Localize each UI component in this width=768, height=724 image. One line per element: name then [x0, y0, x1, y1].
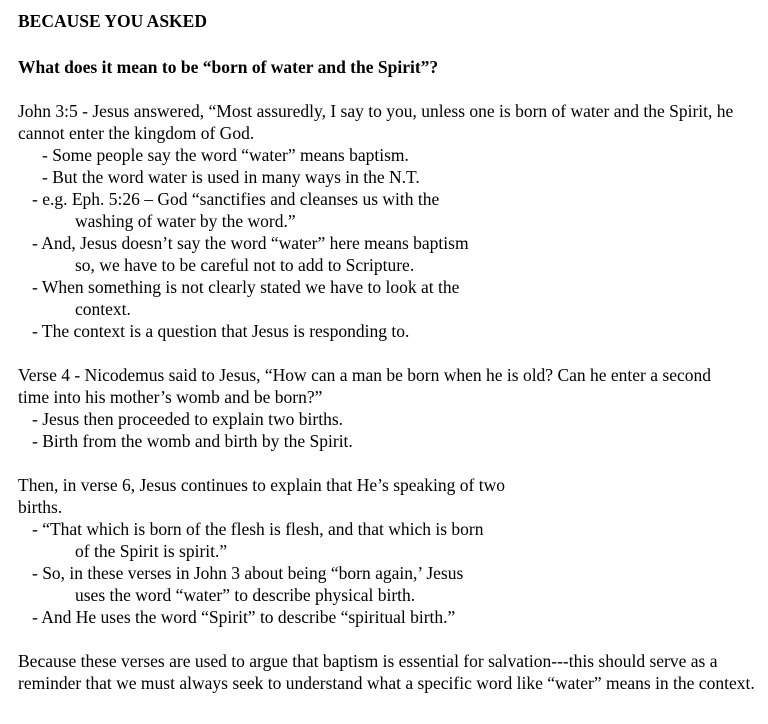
bullet-line: - So, in these verses in John 3 about being “born again,’ Jesus	[32, 563, 464, 583]
bullet-line: - The context is a question that Jesus is responding to.	[32, 321, 410, 341]
bullet-continuation: context.	[75, 299, 131, 319]
question-title: What does it mean to be “born of water and the Spirit”?	[18, 57, 439, 77]
bullet-continuation: so, we have to be careful not to add to Scripture.	[75, 255, 415, 275]
bullet-line: - “That which is born of the flesh is flesh, and that which is born	[32, 519, 484, 539]
bullet-line: - When something is not clearly stated we have to look at the	[32, 277, 460, 297]
conclusion-paragraph: Because these verses are used to argue that baptism is essential for salvation---this should serve as a reminder that we must always seek to understand what a specific word like “water” means in the context.	[18, 651, 755, 693]
verse-6-paragraph: Then, in verse 6, Jesus continues to explain that He’s speaking of two births.	[18, 475, 505, 517]
document-page	[18, 10, 763, 694]
bullet-line: - And, Jesus doesn’t say the word “water” here means baptism	[32, 233, 469, 253]
bullet-line: - But the word water is used in many ways in the N.T.	[42, 167, 420, 187]
bullet-line: - Some people say the word “water” means baptism.	[42, 145, 409, 165]
bullet-line: - Birth from the womb and birth by the Spirit.	[32, 431, 353, 451]
bullet-continuation: of the Spirit is spirit.”	[75, 541, 228, 561]
bullet-continuation: uses the word “water” to describe physical birth.	[75, 585, 416, 605]
bullet-line: - e.g. Eph. 5:26 – God “sanctifies and cleanses us with the	[32, 189, 440, 209]
john-3-5-paragraph: John 3:5 - Jesus answered, “Most assuredly, I say to you, unless one is born of water and the Spirit, he cannot enter the kingdom of God.	[18, 101, 734, 143]
bullet-line: - Jesus then proceeded to explain two births.	[32, 409, 344, 429]
bullet-line: - And He uses the word “Spirit” to describe “spiritual birth.”	[32, 607, 456, 627]
page-heading: BECAUSE YOU ASKED	[18, 11, 207, 31]
bullet-continuation: washing of water by the word.”	[75, 211, 296, 231]
verse-4-paragraph: Verse 4 - Nicodemus said to Jesus, “How can a man be born when he is old? Can he enter a second time into his mother’s womb and be born?”	[18, 365, 711, 407]
